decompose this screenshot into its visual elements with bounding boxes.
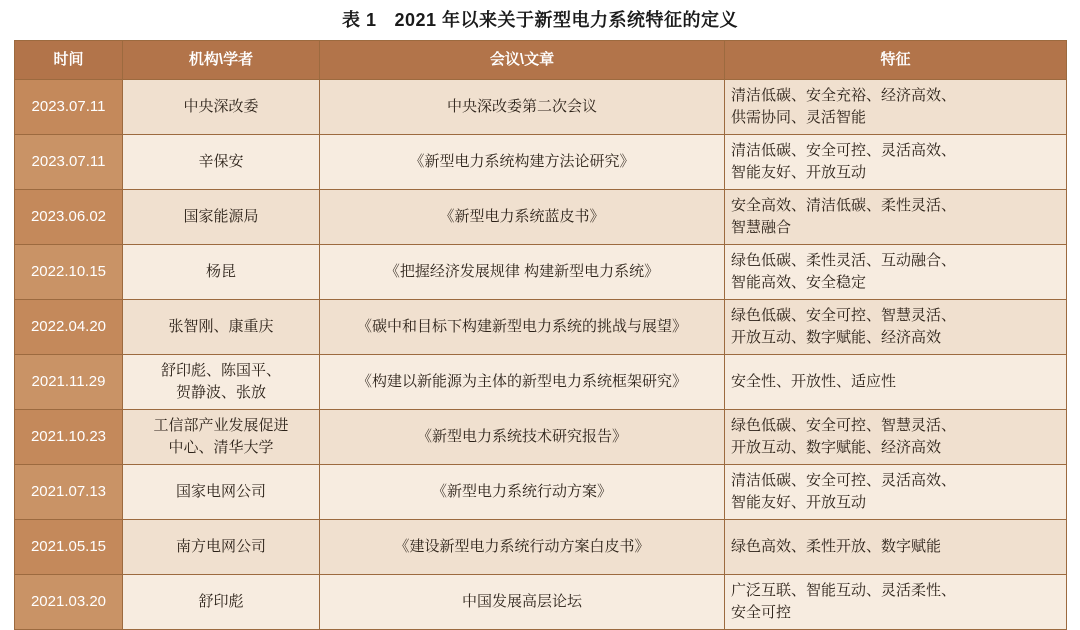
cell-organization: 中央深改委: [123, 80, 320, 135]
table-row: [15, 245, 1067, 300]
cell-features-line: 清洁低碳、安全充裕、经济高效、: [731, 87, 957, 105]
table-row: [15, 520, 1067, 575]
cell-document: 《构建以新能源为主体的新型电力系统框架研究》: [320, 355, 725, 410]
cell-organization-line: 舒印彪、陈国平、: [160, 362, 281, 380]
cell-features: [725, 410, 1067, 465]
cell-organization: 杨昆: [123, 245, 320, 300]
definitions-table: [14, 40, 1067, 630]
table-caption-number: 表 1: [341, 10, 377, 30]
cell-organization: 南方电网公司: [123, 520, 320, 575]
cell-features-line: 供需协同、灵活智能: [731, 109, 867, 126]
cell-organization-line: 贺静波、张放: [175, 384, 266, 401]
cell-features-line: 绿色低碳、柔性灵活、互动融合、: [731, 252, 957, 270]
cell-features-line: 智能友好、开放互动: [731, 164, 867, 181]
cell-features: [725, 355, 1067, 410]
cell-document: 《碳中和目标下构建新型电力系统的挑战与展望》: [320, 300, 725, 355]
cell-time: 2023.07.11: [15, 80, 123, 135]
cell-time: 2023.06.02: [15, 190, 123, 245]
cell-features-line: 开放互动、数字赋能、经济高效: [731, 329, 942, 346]
cell-time: 2022.04.20: [15, 300, 123, 355]
cell-organization: 辛保安: [123, 135, 320, 190]
cell-organization-line: 中心、清华大学: [168, 439, 274, 456]
cell-features: [725, 465, 1067, 520]
cell-features-line: 开放互动、数字赋能、经济高效: [731, 439, 942, 456]
cell-features-line: 绿色低碳、安全可控、智慧灵活、: [731, 417, 957, 435]
cell-document: 《新型电力系统构建方法论研究》: [320, 135, 725, 190]
cell-features-line: 智能高效、安全稳定: [731, 274, 867, 291]
table-row: [15, 355, 1067, 410]
cell-features-line: 清洁低碳、安全可控、灵活高效、: [731, 472, 957, 490]
cell-time: 2021.11.29: [15, 355, 123, 410]
cell-organization: 张智刚、康重庆: [123, 300, 320, 355]
cell-features: [725, 575, 1067, 630]
column-header-time: 时间: [15, 41, 123, 80]
cell-features-line: 安全高效、清洁低碳、柔性灵活、: [731, 197, 957, 215]
table-row: [15, 410, 1067, 465]
cell-features-line: 绿色低碳、安全可控、智慧灵活、: [731, 307, 957, 325]
cell-features-line: 绿色高效、柔性开放、数字赋能: [731, 538, 942, 556]
cell-document: 中央深改委第二次会议: [320, 80, 725, 135]
cell-features: [725, 190, 1067, 245]
cell-document: 《建设新型电力系统行动方案白皮书》: [320, 520, 725, 575]
table-row: [15, 575, 1067, 630]
table-header: [15, 41, 1067, 80]
table-row: [15, 80, 1067, 135]
table-row: [15, 465, 1067, 520]
cell-features-line: 智能友好、开放互动: [731, 494, 867, 511]
cell-organization: [123, 355, 320, 410]
cell-features-line: 安全可控: [731, 604, 792, 621]
cell-time: 2021.10.23: [15, 410, 123, 465]
cell-document: 《新型电力系统蓝皮书》: [320, 190, 725, 245]
column-header-organization: 机构\学者: [123, 41, 320, 80]
table-row: [15, 135, 1067, 190]
cell-features: [725, 245, 1067, 300]
cell-organization: 舒印彪: [123, 575, 320, 630]
cell-features: [725, 80, 1067, 135]
column-header-document: 会议\文章: [320, 41, 725, 80]
cell-time: 2023.07.11: [15, 135, 123, 190]
cell-features-line: 智慧融合: [731, 219, 792, 236]
cell-document: 《新型电力系统技术研究报告》: [320, 410, 725, 465]
cell-organization-line: 工信部产业发展促进: [153, 417, 289, 435]
cell-features-line: 清洁低碳、安全可控、灵活高效、: [731, 142, 957, 160]
cell-features-line: 安全性、开放性、适应性: [731, 373, 897, 391]
cell-organization: [123, 410, 320, 465]
table-caption-title: 2021 年以来关于新型电力系统特征的定义: [394, 10, 739, 30]
table-row: [15, 300, 1067, 355]
cell-features-line: 广泛互联、智能互动、灵活柔性、: [731, 582, 957, 600]
cell-document: 《把握经济发展规律 构建新型电力系统》: [320, 245, 725, 300]
table-row: [15, 190, 1067, 245]
cell-document: 中国发展高层论坛: [320, 575, 725, 630]
cell-features: [725, 135, 1067, 190]
cell-organization: 国家能源局: [123, 190, 320, 245]
cell-time: 2021.03.20: [15, 575, 123, 630]
cell-organization: 国家电网公司: [123, 465, 320, 520]
cell-features: [725, 300, 1067, 355]
table-header-row: [15, 41, 1067, 80]
cell-document: 《新型电力系统行动方案》: [320, 465, 725, 520]
cell-features: [725, 520, 1067, 575]
column-header-features: 特征: [725, 41, 1067, 80]
cell-time: 2022.10.15: [15, 245, 123, 300]
table-body: [15, 80, 1067, 630]
cell-time: 2021.05.15: [15, 520, 123, 575]
cell-time: 2021.07.13: [15, 465, 123, 520]
table-caption: [0, 0, 1080, 40]
